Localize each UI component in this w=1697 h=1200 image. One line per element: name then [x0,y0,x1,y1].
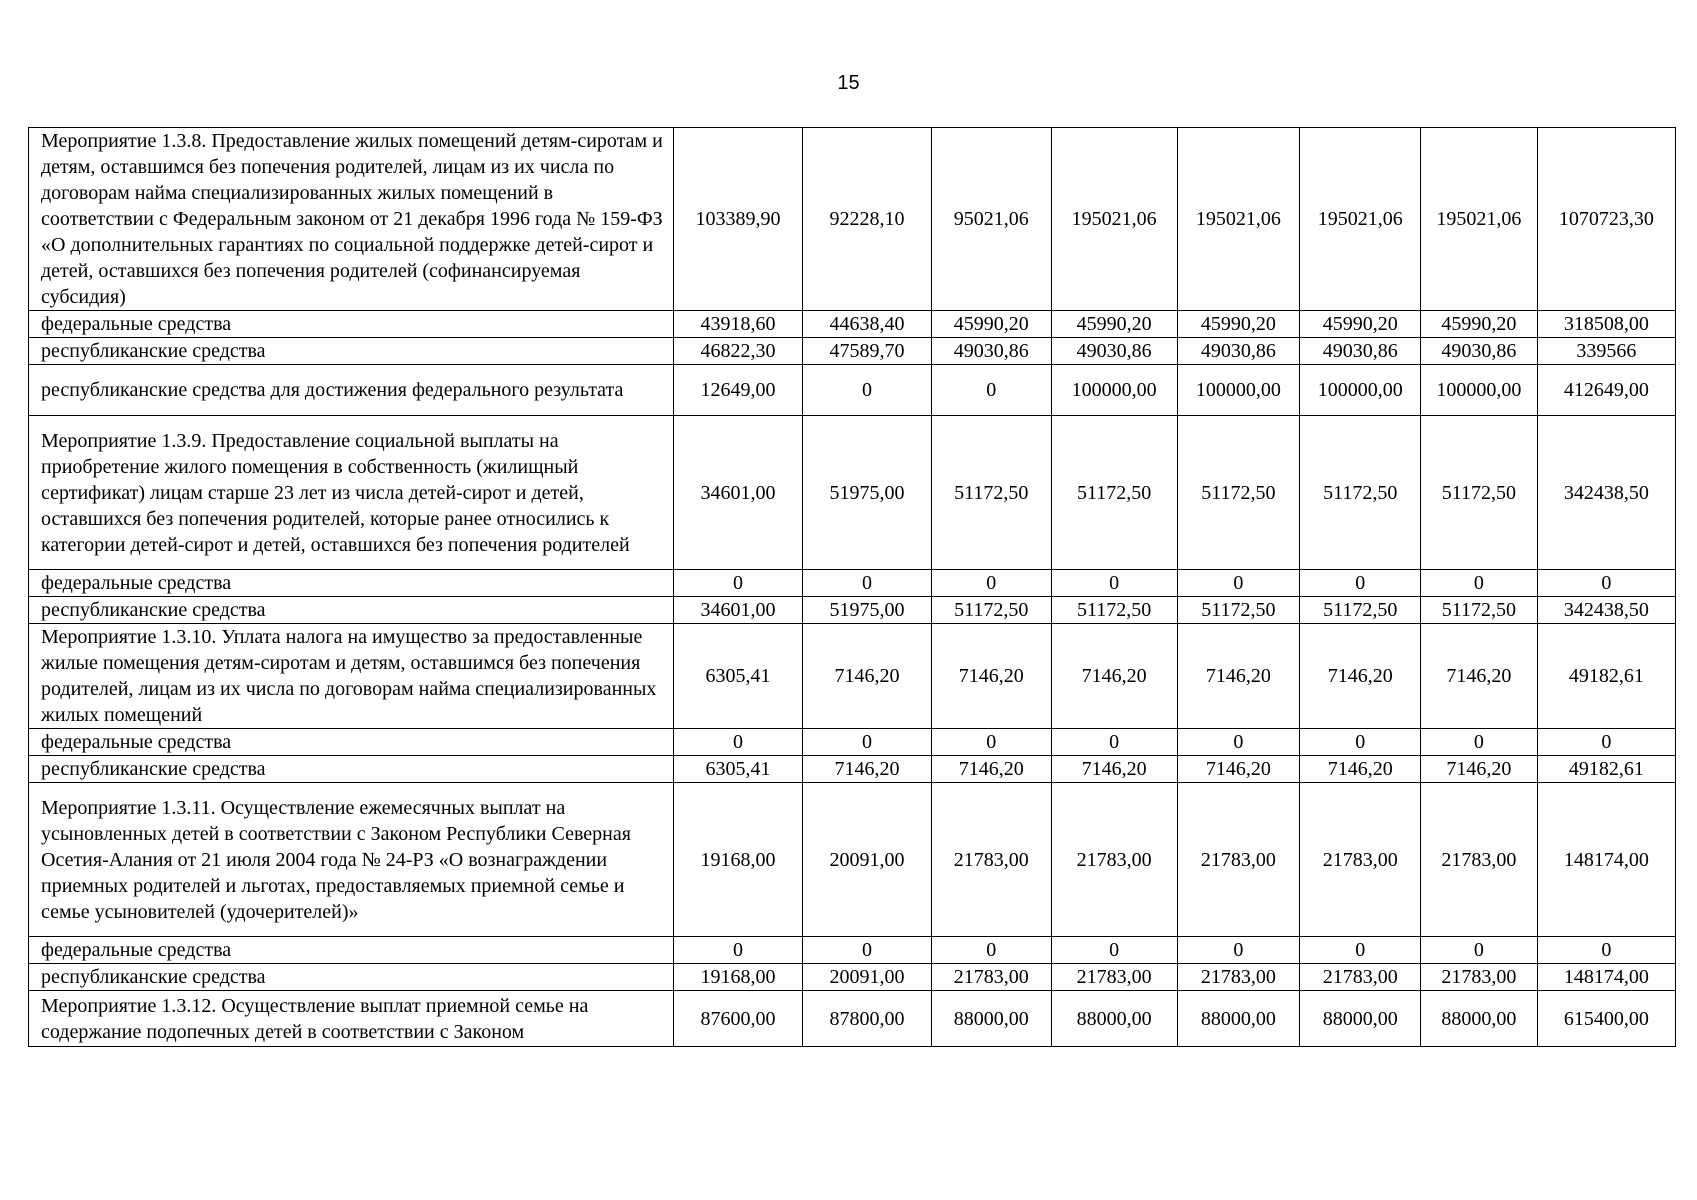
value-cell: 88000,00 [931,991,1051,1047]
value-cell: 0 [1537,570,1675,597]
value-cell: 7146,20 [1300,756,1421,783]
value-cell: 21783,00 [1177,964,1300,991]
value-cell: 51975,00 [802,416,931,570]
row-label: Мероприятие 1.3.10. Уплата налога на имущество за предоставленные жилые помещения детям-сиротам и детям, оставшимся без попечения родителей, лицам из их числа по договорам найма специализированных жилых помещений [29,624,674,729]
value-cell: 34601,00 [673,416,802,570]
value-cell: 7146,20 [1421,624,1538,729]
table-body [29,128,1676,1047]
value-cell: 21783,00 [1051,964,1177,991]
value-cell: 148174,00 [1537,783,1675,937]
value-cell: 342438,50 [1537,416,1675,570]
value-cell: 615400,00 [1537,991,1675,1047]
value-cell: 412649,00 [1537,365,1675,416]
value-cell: 88000,00 [1051,991,1177,1047]
value-cell: 45990,20 [1051,311,1177,338]
value-cell: 92228,10 [802,128,931,311]
value-cell: 21783,00 [1300,964,1421,991]
value-cell: 0 [1051,570,1177,597]
value-cell: 21783,00 [1300,783,1421,937]
table-row [29,311,1676,338]
value-cell: 47589,70 [802,338,931,365]
value-cell: 49030,86 [1421,338,1538,365]
value-cell: 87600,00 [673,991,802,1047]
value-cell: 195021,06 [1051,128,1177,311]
value-cell: 0 [1300,937,1421,964]
value-cell: 0 [1421,570,1538,597]
value-cell: 100000,00 [1421,365,1538,416]
table-row [29,365,1676,416]
value-cell: 7146,20 [802,624,931,729]
row-label: Мероприятие 1.3.11. Осуществление ежемесячных выплат на усыновленных детей в соответствии с Законом Республики Северная Осетия-Алания от 21 июля 2004 года № 24-РЗ «О вознаграждении приемных родителей и льготах, предоставляемых приемной семье и семье усыновителей (удочерителей)» [29,783,674,937]
value-cell: 0 [802,365,931,416]
value-cell: 51172,50 [1300,597,1421,624]
row-label: республиканские средства [29,964,674,991]
value-cell: 51172,50 [931,416,1051,570]
row-label: федеральные средства [29,570,674,597]
value-cell: 0 [802,570,931,597]
row-label: федеральные средства [29,937,674,964]
value-cell: 195021,06 [1421,128,1538,311]
value-cell: 6305,41 [673,624,802,729]
value-cell: 0 [1177,729,1300,756]
value-cell: 0 [802,937,931,964]
row-label: республиканские средства для достижения федерального результата [29,365,674,416]
value-cell: 0 [1300,729,1421,756]
row-label: республиканские средства [29,756,674,783]
value-cell: 51172,50 [1051,597,1177,624]
value-cell: 0 [1537,729,1675,756]
value-cell: 0 [673,729,802,756]
value-cell: 1070723,30 [1537,128,1675,311]
value-cell: 7146,20 [1177,756,1300,783]
value-cell: 51172,50 [1421,597,1538,624]
value-cell: 103389,90 [673,128,802,311]
value-cell: 100000,00 [1177,365,1300,416]
table-row [29,570,1676,597]
value-cell: 21783,00 [1421,964,1538,991]
table-row [29,416,1676,570]
value-cell: 45990,20 [1177,311,1300,338]
value-cell: 51172,50 [1300,416,1421,570]
value-cell: 49030,86 [1300,338,1421,365]
row-label: Мероприятие 1.3.9. Предоставление социальной выплаты на приобретение жилого помещения в собственность (жилищный сертификат) лицам старше 23 лет из числа детей-сирот и детей, оставшихся без попечения родителей, которые ранее относились к категории детей-сирот и детей, оставшихся без попечения родителей [29,416,674,570]
value-cell: 51172,50 [1421,416,1538,570]
value-cell: 7146,20 [1177,624,1300,729]
value-cell: 51172,50 [931,597,1051,624]
value-cell: 12649,00 [673,365,802,416]
value-cell: 0 [1421,937,1538,964]
table-row [29,597,1676,624]
value-cell: 21783,00 [931,964,1051,991]
value-cell: 88000,00 [1421,991,1538,1047]
value-cell: 46822,30 [673,338,802,365]
value-cell: 87800,00 [802,991,931,1047]
value-cell: 21783,00 [1177,783,1300,937]
table-row [29,937,1676,964]
value-cell: 7146,20 [931,624,1051,729]
value-cell: 20091,00 [802,783,931,937]
value-cell: 339566 [1537,338,1675,365]
value-cell: 0 [931,570,1051,597]
value-cell: 0 [1421,729,1538,756]
value-cell: 45990,20 [1300,311,1421,338]
value-cell: 195021,06 [1300,128,1421,311]
value-cell: 7146,20 [1300,624,1421,729]
value-cell: 49182,61 [1537,756,1675,783]
value-cell: 21783,00 [1421,783,1538,937]
value-cell: 7146,20 [931,756,1051,783]
table-row [29,338,1676,365]
table-row [29,756,1676,783]
value-cell: 6305,41 [673,756,802,783]
value-cell: 19168,00 [673,783,802,937]
table-row [29,783,1676,937]
value-cell: 0 [931,729,1051,756]
row-label: Мероприятие 1.3.12. Осуществление выплат приемной семье на содержание подопечных детей в соответствии с Законом [29,991,674,1047]
value-cell: 195021,06 [1177,128,1300,311]
value-cell: 49030,86 [1177,338,1300,365]
value-cell: 0 [1177,570,1300,597]
table-row [29,991,1676,1047]
page-number: 15 [837,72,860,94]
value-cell: 34601,00 [673,597,802,624]
value-cell: 0 [1051,937,1177,964]
value-cell: 49030,86 [931,338,1051,365]
budget-table [28,127,1676,1047]
value-cell: 0 [1300,570,1421,597]
value-cell: 7146,20 [1051,756,1177,783]
value-cell: 100000,00 [1300,365,1421,416]
value-cell: 342438,50 [1537,597,1675,624]
value-cell: 0 [1051,729,1177,756]
value-cell: 7146,20 [802,756,931,783]
table-row [29,624,1676,729]
value-cell: 51172,50 [1177,597,1300,624]
value-cell: 88000,00 [1177,991,1300,1047]
value-cell: 51172,50 [1177,416,1300,570]
value-cell: 0 [931,365,1051,416]
value-cell: 44638,40 [802,311,931,338]
value-cell: 7146,20 [1421,756,1538,783]
value-cell: 0 [802,729,931,756]
table-row [29,964,1676,991]
value-cell: 51975,00 [802,597,931,624]
row-label: федеральные средства [29,729,674,756]
value-cell: 21783,00 [931,783,1051,937]
value-cell: 51172,50 [1051,416,1177,570]
value-cell: 318508,00 [1537,311,1675,338]
value-cell: 0 [673,570,802,597]
value-cell: 19168,00 [673,964,802,991]
value-cell: 0 [673,937,802,964]
table-row [29,128,1676,311]
table-row [29,729,1676,756]
value-cell: 88000,00 [1300,991,1421,1047]
row-label: федеральные средства [29,311,674,338]
value-cell: 45990,20 [1421,311,1538,338]
value-cell: 95021,06 [931,128,1051,311]
value-cell: 0 [1537,937,1675,964]
value-cell: 0 [931,937,1051,964]
value-cell: 7146,20 [1051,624,1177,729]
value-cell: 49182,61 [1537,624,1675,729]
row-label: Мероприятие 1.3.8. Предоставление жилых помещений детям-сиротам и детям, оставшимся без попечения родителей, лицам из их числа по договорам найма специализированных жилых помещений в соответствии с Федеральным законом от 21 декабря 1996 года № 159-ФЗ «О дополнительных гарантиях по социальной поддержке детей-сирот и детей, оставшихся без попечения родителей (софинансируемая субсидия) [29,128,674,311]
value-cell: 100000,00 [1051,365,1177,416]
value-cell: 49030,86 [1051,338,1177,365]
value-cell: 0 [1177,937,1300,964]
value-cell: 20091,00 [802,964,931,991]
value-cell: 45990,20 [931,311,1051,338]
value-cell: 43918,60 [673,311,802,338]
row-label: республиканские средства [29,597,674,624]
row-label: республиканские средства [29,338,674,365]
value-cell: 21783,00 [1051,783,1177,937]
value-cell: 148174,00 [1537,964,1675,991]
